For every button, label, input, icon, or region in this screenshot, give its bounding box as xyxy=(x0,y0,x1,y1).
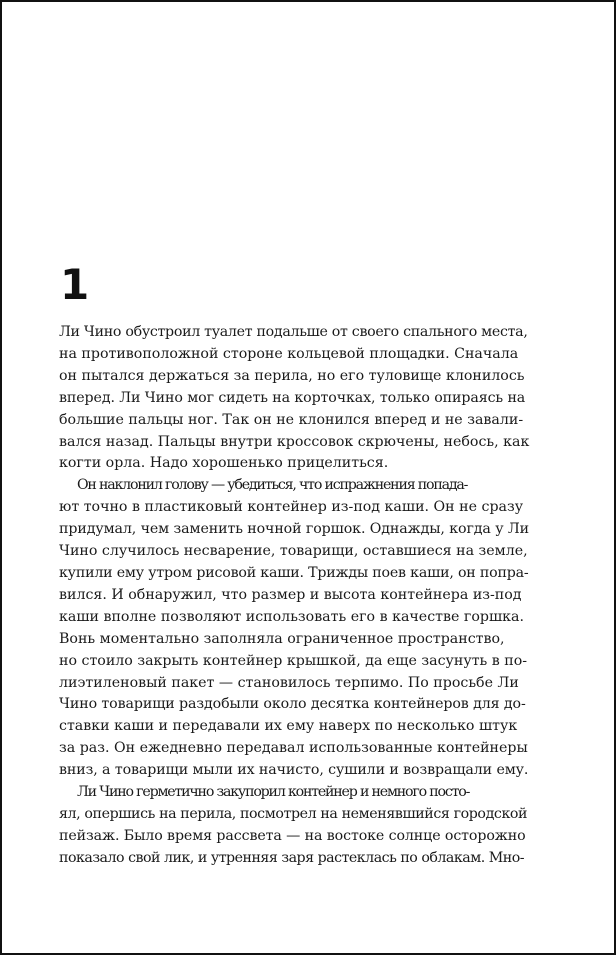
text-line: каши вполне позволяют использовать его в качестве горшка. xyxy=(59,608,524,625)
text-line: Чино товарищи раздобыли около десятка контейнеров для до- xyxy=(59,696,526,713)
text-line: за раз. Он ежедневно передавал использованные контейнеры xyxy=(59,740,528,757)
chapter-body xyxy=(59,322,529,870)
text-line: ял, опершись на перила, посмотрел на неменявшийся городской xyxy=(59,805,528,822)
text-line: на противоположной стороне кольцевой площадки. Сначала xyxy=(59,345,519,362)
text-line: вниз, а товарищи мыли их начисто, сушили и возвращали ему. xyxy=(59,762,529,779)
text-line: Вонь моментально заполняла ограниченное пространство, xyxy=(59,630,505,647)
text-line: показало свой лик, и утренняя заря растеклась по облакам. Мно- xyxy=(59,849,525,866)
text-line: Ли Чино герметично закупорил контейнер и немного посто- xyxy=(77,784,470,801)
paragraph xyxy=(59,782,529,870)
text-line: но стоило закрыть контейнер крышкой, да еще засунуть в по- xyxy=(59,652,528,669)
text-line: вился. И обнаружил, что размер и высота контейнера из-под xyxy=(59,586,522,603)
text-line: пейзаж. Было время рассвета — на востоке солнце осторожно xyxy=(59,827,526,844)
text-line: ставки каши и передавали их ему наверх по несколько штук xyxy=(59,718,518,735)
text-line: Чино случилось несварение, товарищи, оставшиеся на земле, xyxy=(59,543,528,560)
paragraph xyxy=(59,475,529,782)
paragraph xyxy=(59,322,529,475)
text-line: когти орла. Надо хорошенько прицелиться. xyxy=(59,455,389,472)
text-line: Он наклонил голову — убедиться, что испражнения попада- xyxy=(77,477,468,494)
text-line: лиэтиленовый пакет — становилось терпимо. По просьбе Ли xyxy=(59,674,519,691)
text-line: большие пальцы ног. Так он не клонился вперед и не завали- xyxy=(59,411,524,428)
text-line: ют точно в пластиковый контейнер из-под каши. Он не сразу xyxy=(59,499,524,516)
text-line: вперед. Ли Чино мог сидеть на корточках, только опираясь на xyxy=(59,389,526,406)
text-line: вался назад. Пальцы внутри кроссовок скрючены, небось, как xyxy=(59,433,530,450)
chapter-number: 1 xyxy=(60,260,90,309)
text-line: купили ему утром рисовой каши. Трижды поев каши, он попра- xyxy=(59,564,529,581)
text-line: придумал, чем заменить ночной горшок. Однажды, когда у Ли xyxy=(59,521,529,538)
text-line: он пытался держаться за перила, но его туловище клонилось xyxy=(59,367,525,384)
text-line: Ли Чино обустроил туалет подальше от своего спального места, xyxy=(59,324,528,340)
